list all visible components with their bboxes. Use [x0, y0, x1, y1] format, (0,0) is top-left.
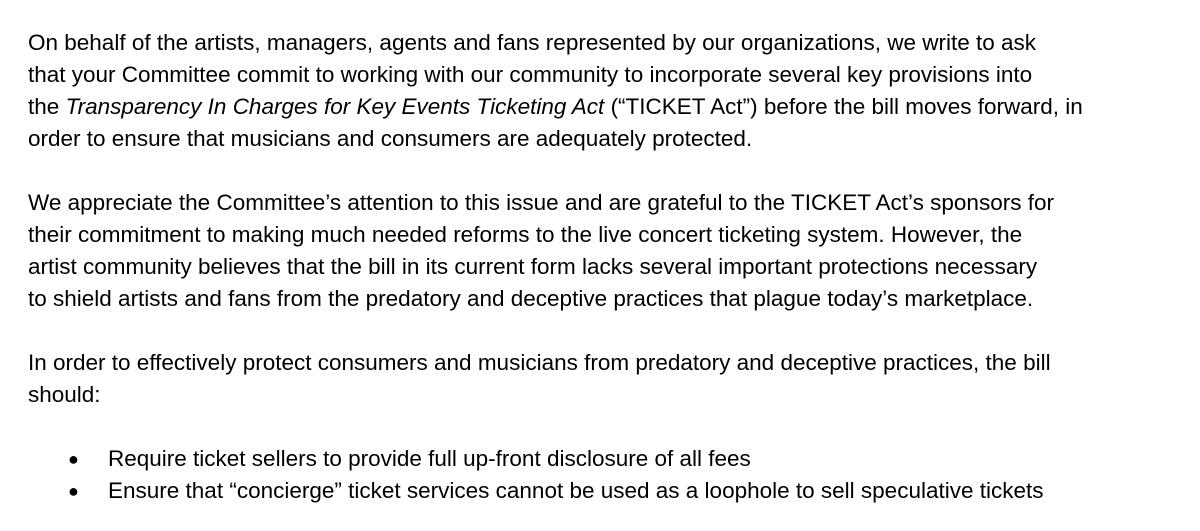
text-line — [28, 91, 1188, 123]
text-line: In order to effectively protect consumers and musicians from predatory and deceptive practices, the bill — [28, 350, 1051, 375]
provisions-list — [28, 443, 1188, 507]
act-title: Transparency In Charges for Key Events Ticketing Act — [65, 94, 605, 119]
bullet-dot-icon: ● — [68, 481, 79, 501]
list-item — [28, 475, 1188, 507]
bullet-dot-icon: ● — [68, 449, 79, 469]
paragraph-intro — [28, 27, 1188, 155]
list-item — [28, 443, 1188, 475]
text-segment: the — [28, 94, 66, 119]
paragraph-appreciation — [28, 187, 1188, 315]
text-line: order to ensure that musicians and consumers are adequately protected. — [28, 126, 753, 151]
list-item-text: Require ticket sellers to provide full up-front disclosure of all fees — [108, 446, 751, 471]
text-line: We appreciate the Committee’s attention to this issue and are grateful to the TICKET Act’s sponsors for — [28, 190, 1054, 215]
text-line: their commitment to making much needed reforms to the live concert ticketing system. However, the — [28, 222, 1023, 247]
text-line: to shield artists and fans from the predatory and deceptive practices that plague today’s marketplace. — [28, 286, 1034, 311]
text-segment: (“TICKET Act”) before the bill moves forward, in — [604, 94, 1083, 119]
text-line: artist community believes that the bill in its current form lacks several important protections necessary — [28, 254, 1038, 279]
text-line: On behalf of the artists, managers, agents and fans represented by our organizations, we write to ask — [28, 30, 1037, 55]
document-body — [28, 27, 1188, 507]
text-line: should: — [28, 382, 101, 407]
list-item-text: Ensure that “concierge” ticket services cannot be used as a loophole to sell speculative tickets — [108, 478, 1044, 503]
text-line: that your Committee commit to working with our community to incorporate several key provisions into — [28, 62, 1033, 87]
paragraph-recommendations — [28, 347, 1188, 411]
